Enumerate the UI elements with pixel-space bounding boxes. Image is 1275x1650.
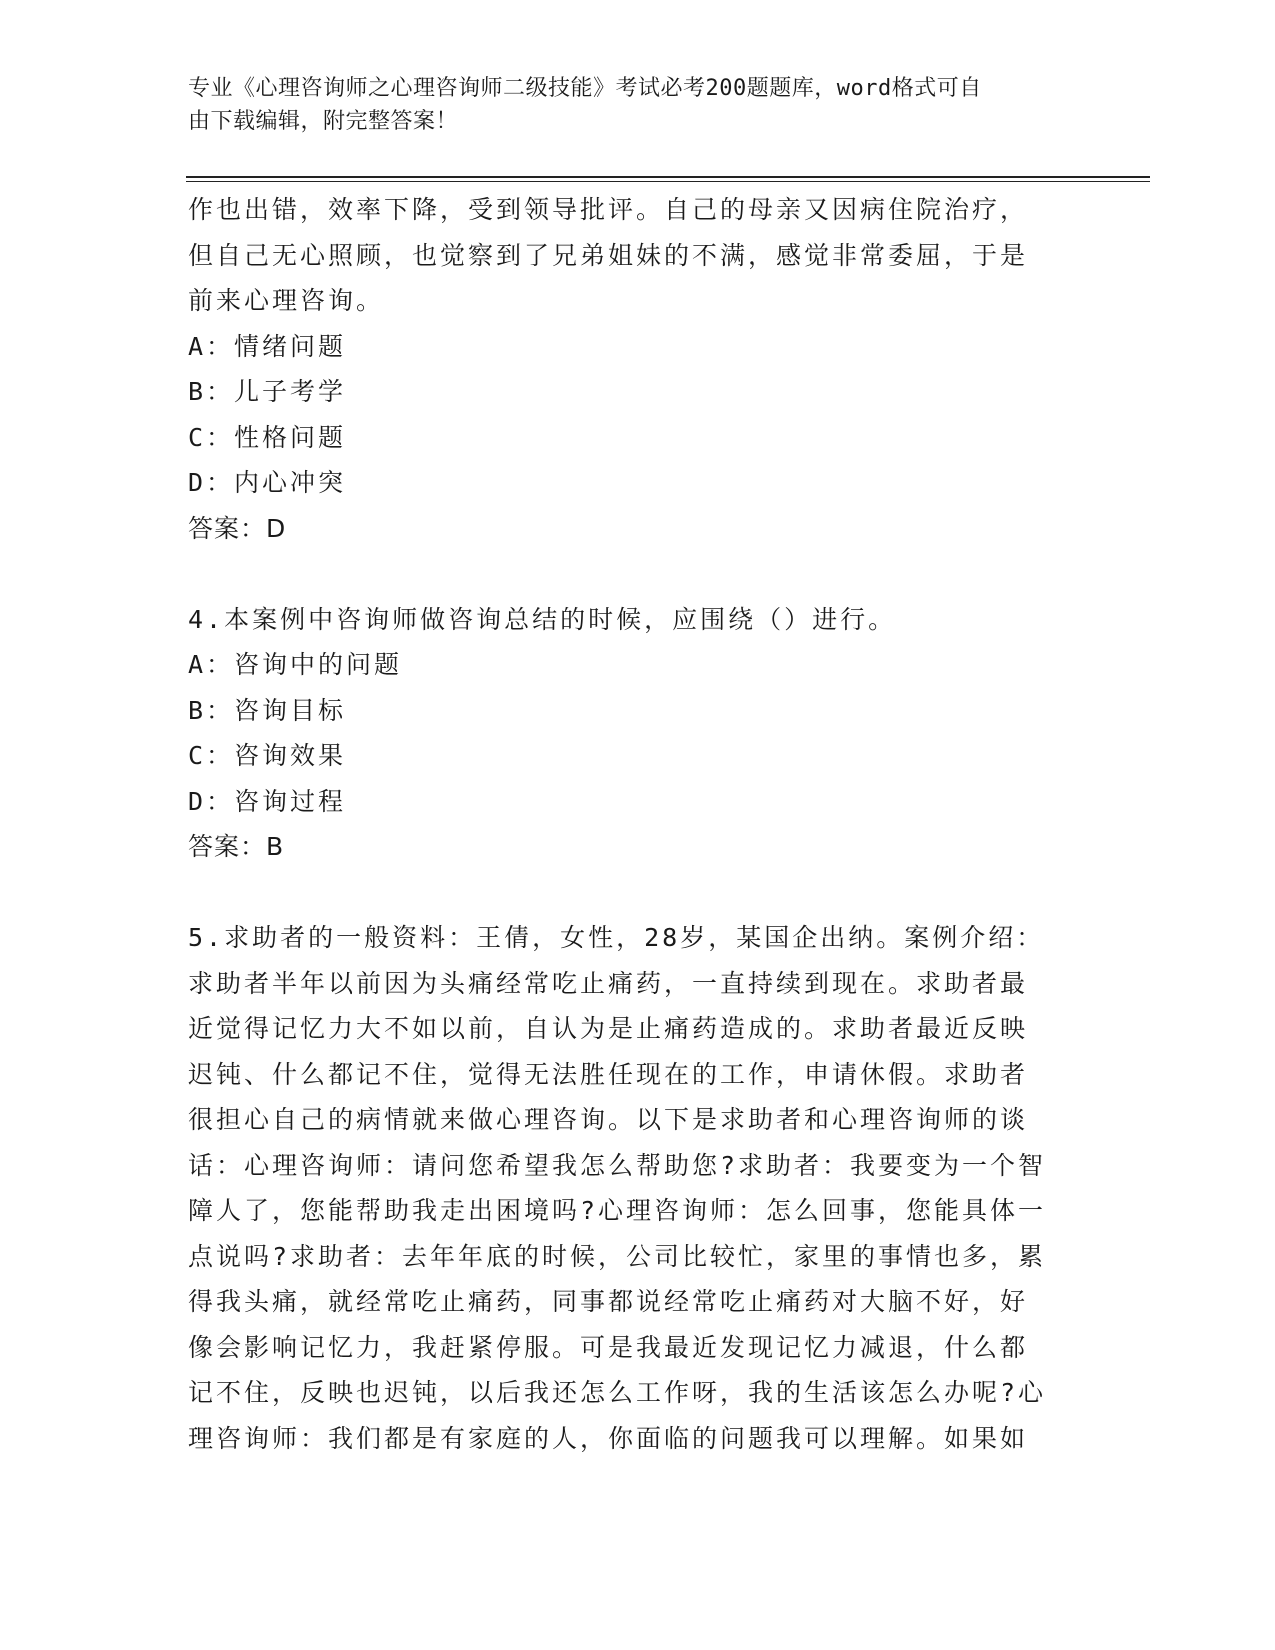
option-a: A：情绪问题 [188,331,347,361]
option-d: D：内心冲突 [188,468,347,497]
question-text-line: 但自己无心照顾，也觉察到了兄弟姐妹的不满，感觉非常委屈，于是 [188,240,1029,270]
question-5 [188,915,1068,1461]
question-text-line: 求助者半年以前因为头痛经常吃止痛药，一直持续到现在。求助者最 [188,968,1029,998]
question-text-line: 作也出错，效率下降，受到领导批评。自己的母亲又因病住院治疗， [188,195,1029,224]
header-line-2: 由下载编辑，附完整答案！ [188,109,459,134]
answer-label: 答案：B [188,832,285,861]
question-text-line: 话：心理咨询师：请问您希望我怎么帮助您?求助者：我要变为一个智 [188,1150,1047,1180]
spacer [188,870,1068,916]
option-a: A：咨询中的问题 [188,650,403,679]
document-body [188,187,1068,1461]
question-text-line: 记不住，反映也迟钝，以后我还怎么工作呀，我的生活该怎么办呢?心 [188,1378,1047,1407]
question-text-line: 迟钝、什么都记不住，觉得无法胜任现在的工作，申请休假。求助者 [188,1059,1029,1089]
document-header [188,72,1068,138]
option-c: C：咨询效果 [188,741,347,770]
question-text-line: 5.求助者的一般资料：王倩，女性，28岁，某国企出纳。案例介绍： [188,923,1045,952]
question-text-line: 4.本案例中咨询师做咨询总结的时候，应围绕（）进行。 [188,604,897,634]
header-line-1: 专业《心理咨询师之心理咨询师二级技能》考试必考200题题库，word格式可自 [188,76,982,101]
header-divider-thick [186,176,1150,178]
question-text-line: 得我头痛，就经常吃止痛药，同事都说经常吃止痛药对大脑不好，好 [188,1287,1029,1316]
question-text-line: 近觉得记忆力大不如以前，自认为是止痛药造成的。求助者最近反映 [188,1014,1029,1043]
option-b: B：咨询目标 [188,695,347,725]
option-d: D：咨询过程 [188,786,347,816]
spacer [188,551,1068,597]
question-text-line: 理咨询师：我们都是有家庭的人，你面临的问题我可以理解。如果如 [188,1423,1029,1453]
header-divider-thin [186,181,1150,182]
question-text-line: 障人了，您能帮助我走出困境吗?心理咨询师：怎么回事，您能具体一 [188,1196,1047,1225]
question-text-line: 很担心自己的病情就来做心理咨询。以下是求助者和心理咨询师的谈 [188,1105,1029,1134]
question-text-line: 前来心理咨询。 [188,286,385,315]
option-c: C：性格问题 [188,422,347,452]
answer-label: 答案：D [188,513,287,543]
option-b: B：儿子考学 [188,377,347,406]
question-text-line: 像会影响记忆力，我赶紧停服。可是我最近发现记忆力减退，什么都 [188,1332,1029,1362]
question-text-line: 点说吗?求助者：去年年底的时候，公司比较忙，家里的事情也多，累 [188,1241,1047,1271]
question-4 [188,597,1068,870]
question-3-continuation [188,187,1068,551]
